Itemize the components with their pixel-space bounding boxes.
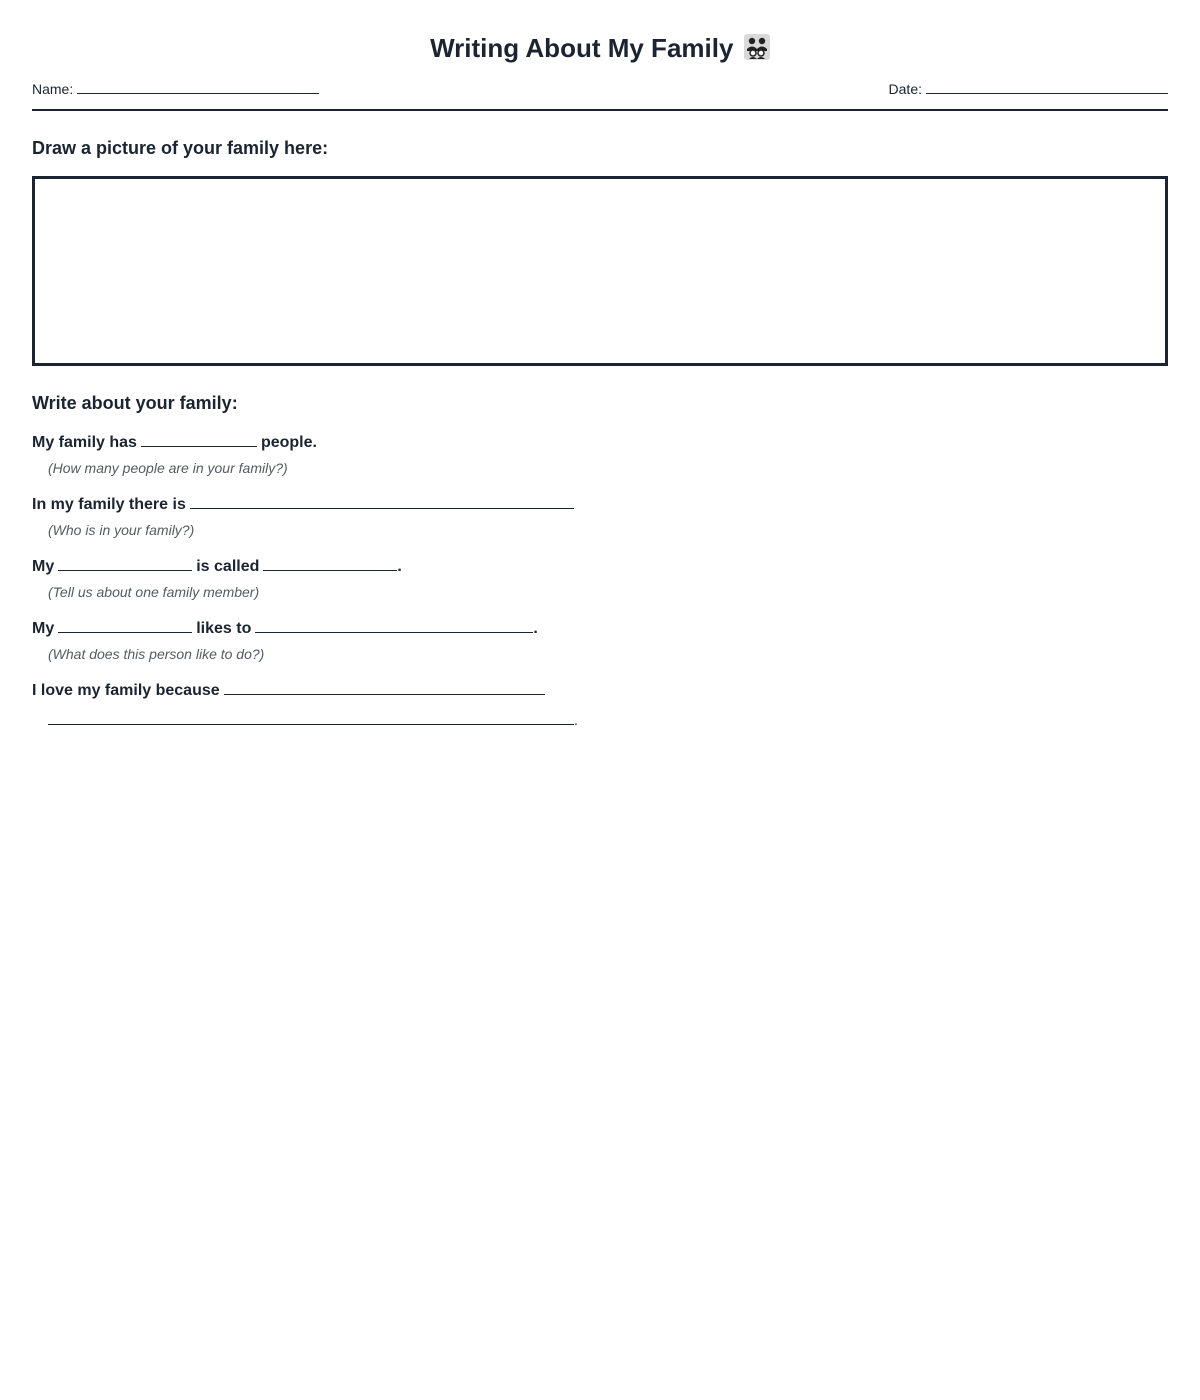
- answer-blank[interactable]: [190, 496, 574, 509]
- answer-blank[interactable]: [58, 620, 192, 633]
- prompt-family-size: [32, 433, 1168, 453]
- prompt-text: .: [397, 558, 402, 575]
- prompt-member-name: [32, 557, 1168, 577]
- answer-blank[interactable]: [263, 558, 397, 571]
- worksheet-page: [32, 0, 1168, 729]
- name-field[interactable]: [32, 81, 319, 97]
- name-label: Name:: [32, 81, 74, 97]
- prompt-hint: (What does this person like to do?): [48, 646, 265, 662]
- prompt-hint: (Who is in your family?): [48, 522, 195, 538]
- title-row: [32, 0, 1168, 63]
- answer-blank[interactable]: [141, 434, 257, 447]
- answer-blank[interactable]: [48, 712, 574, 725]
- prompt-text: My family has: [32, 434, 137, 451]
- date-blank[interactable]: [926, 81, 1168, 94]
- prompt-text: My: [32, 620, 55, 637]
- page-title: Writing About My Family: [430, 33, 734, 63]
- answer-blank[interactable]: [224, 682, 545, 695]
- prompt-text: .: [574, 712, 578, 728]
- prompt-hint: (How many people are in your family?): [48, 460, 288, 476]
- prompt-text: people.: [260, 434, 317, 451]
- family-icon: [744, 34, 770, 60]
- prompt-love-because: [32, 681, 1168, 701]
- prompt-text: In my family there is: [32, 496, 186, 513]
- answer-blank[interactable]: [58, 558, 192, 571]
- continuation-line: [48, 711, 1168, 729]
- prompt-hint: (Tell us about one family member): [48, 584, 260, 600]
- prompt-text: I love my family because: [32, 682, 220, 699]
- date-label: Date:: [888, 81, 922, 97]
- date-field[interactable]: [889, 81, 1168, 97]
- name-date-row: [32, 79, 1168, 111]
- write-heading: Write about your family:: [32, 393, 238, 413]
- answer-blank[interactable]: [255, 620, 533, 633]
- prompt-text: .: [533, 620, 538, 637]
- prompt-text: is called: [196, 558, 260, 575]
- drawing-box[interactable]: [32, 176, 1168, 366]
- prompt-family-members: [32, 495, 1168, 515]
- prompt-text: likes to: [196, 620, 252, 637]
- prompt-member-likes: [32, 619, 1168, 639]
- name-blank[interactable]: [77, 81, 319, 94]
- prompt-text: My: [32, 558, 55, 575]
- draw-heading: Draw a picture of your family here:: [32, 138, 329, 158]
